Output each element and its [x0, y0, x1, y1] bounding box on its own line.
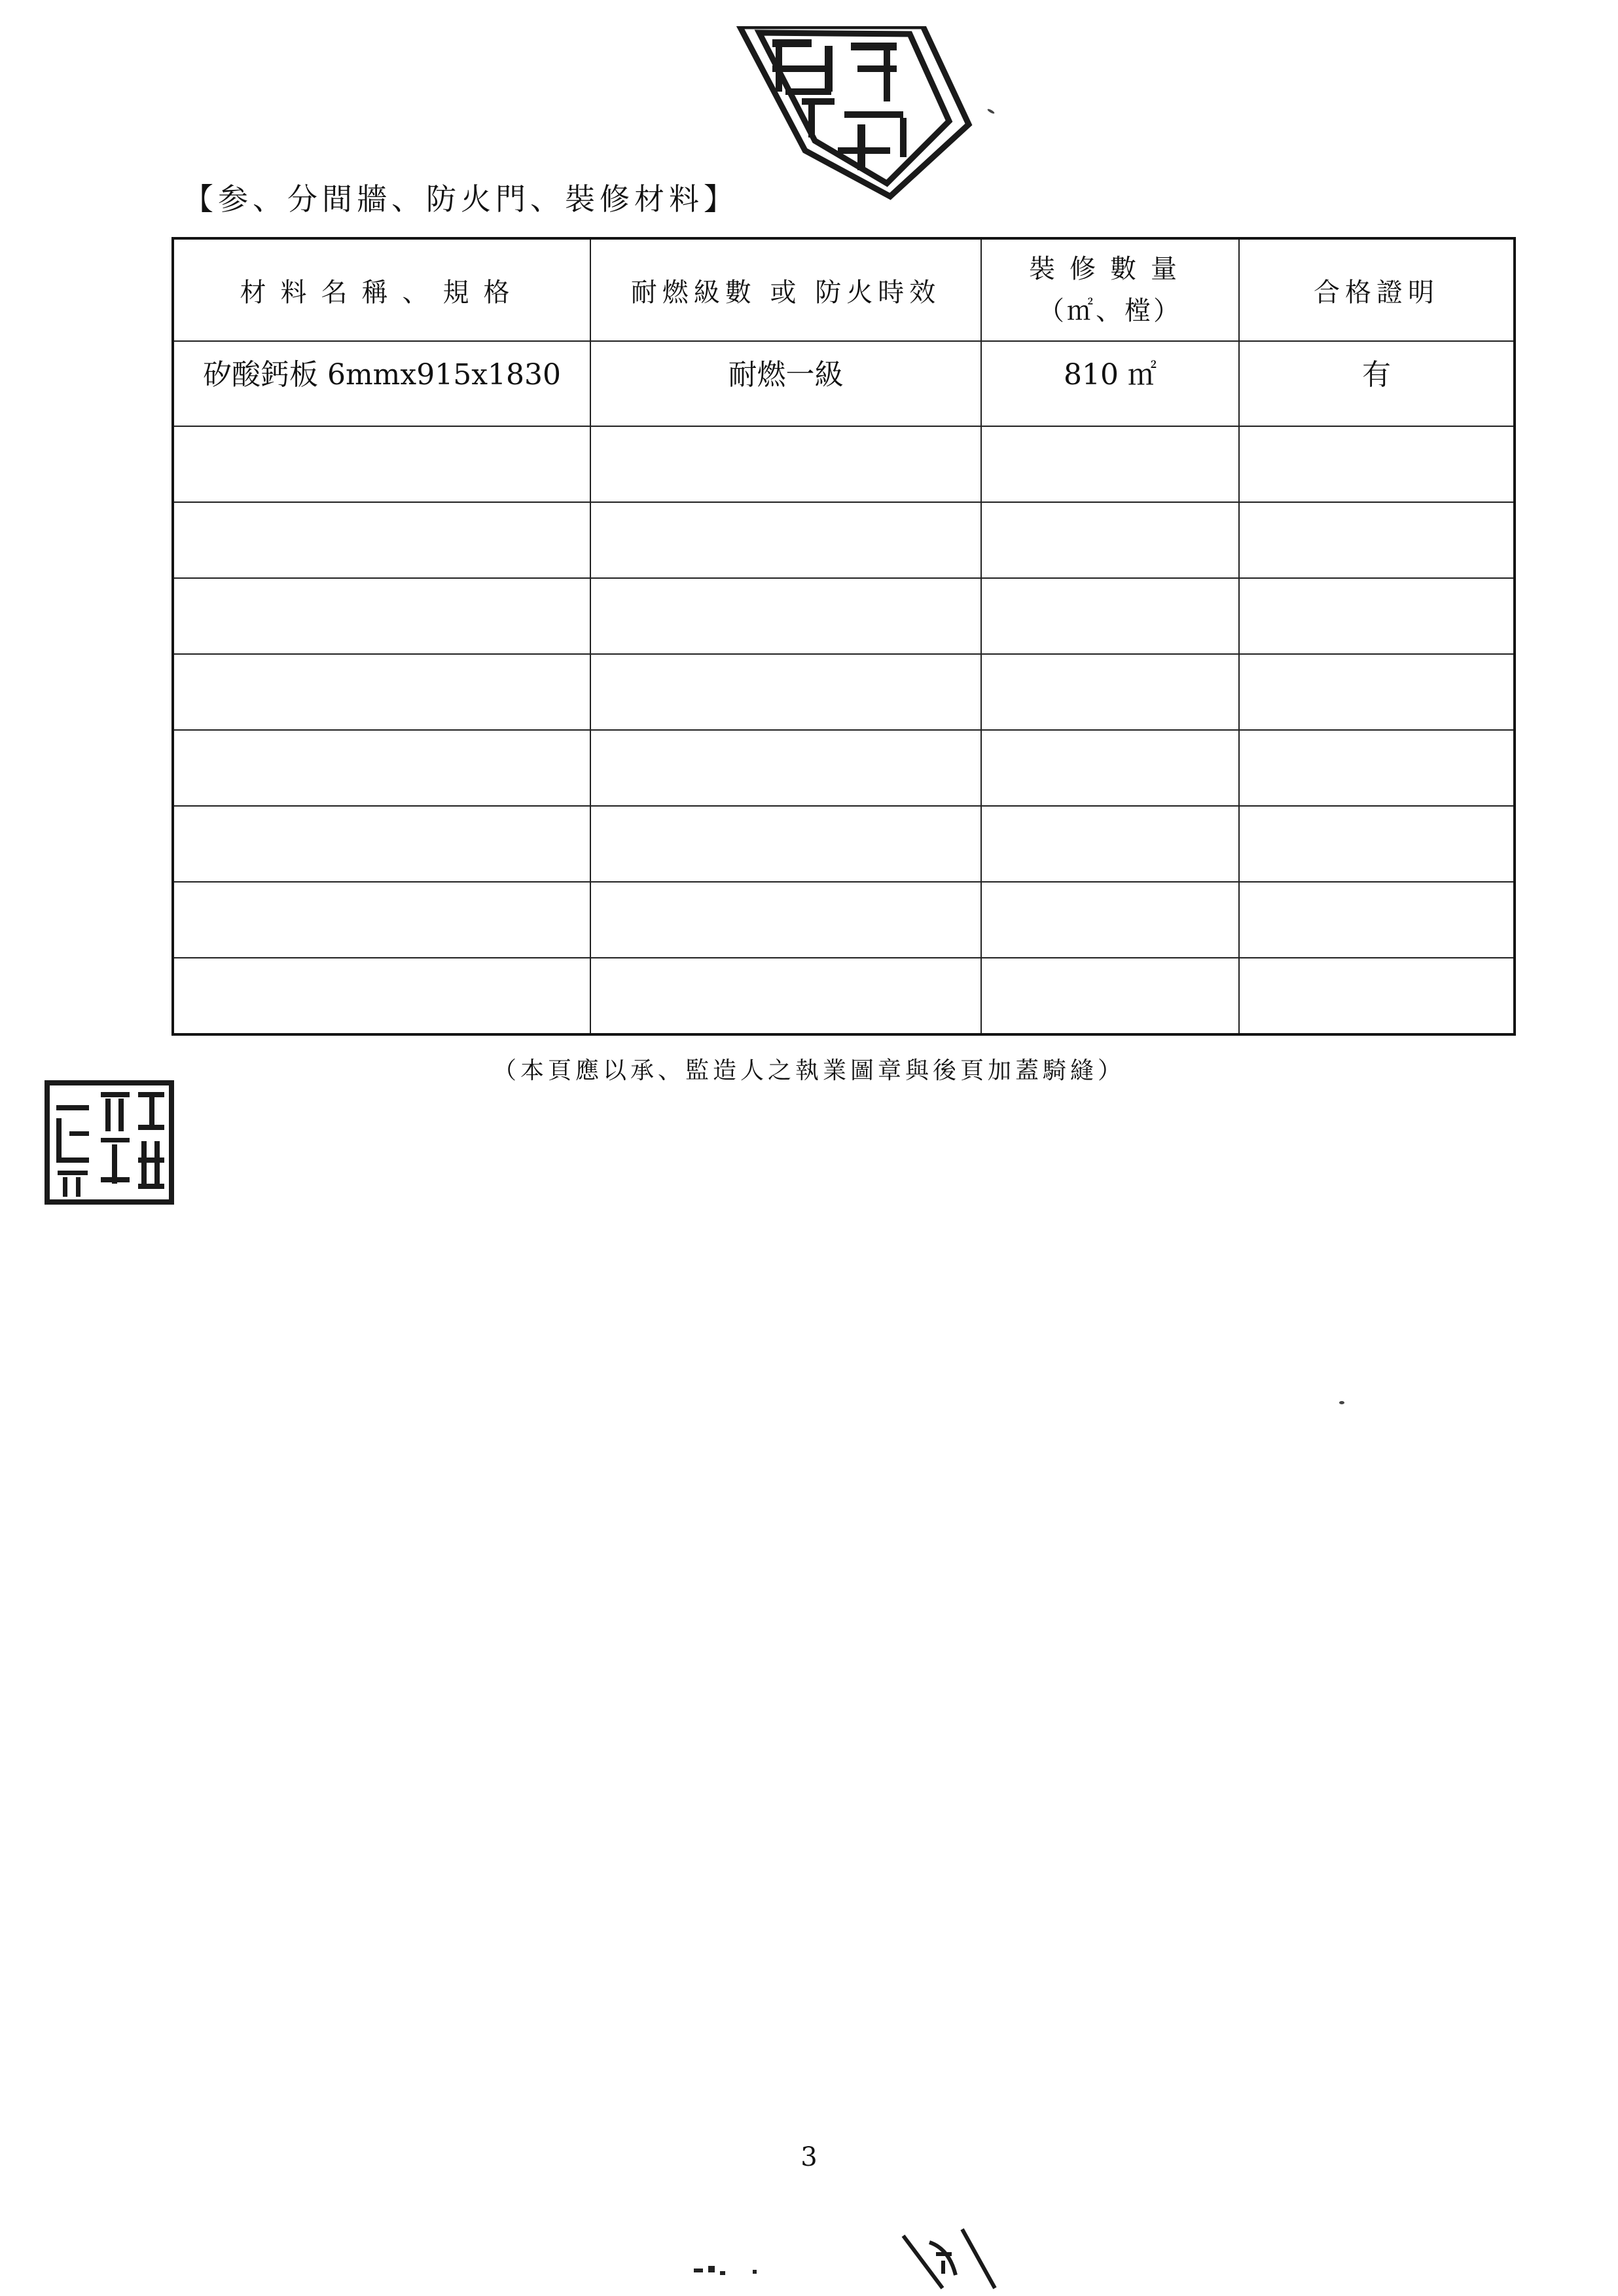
cell-name-spec: 矽酸鈣板 6mmx915x1830 — [173, 341, 590, 426]
table-row — [173, 882, 1515, 958]
header-fire-rating: 耐燃級數 或 防火時效 — [590, 238, 981, 341]
cell-fire-rating — [590, 654, 981, 730]
table-row — [173, 426, 1515, 502]
cell-name-spec — [173, 730, 590, 806]
top-seal-stamp-icon — [727, 26, 975, 216]
header-quantity: 裝修數量 （㎡、樘） — [981, 238, 1239, 341]
cell-fire-rating — [590, 806, 981, 882]
cell-fire-rating — [590, 882, 981, 958]
cell-name-spec — [173, 806, 590, 882]
cell-quantity — [981, 502, 1239, 578]
table-row — [173, 502, 1515, 578]
table-row — [173, 341, 1515, 426]
section-title: 【参、分間牆、防火門、裝修材料】 — [183, 181, 738, 217]
table-header-row — [173, 238, 1515, 341]
cell-name-spec — [173, 958, 590, 1034]
cell-certificate — [1239, 882, 1515, 958]
cell-name-spec — [173, 426, 590, 502]
table-row — [173, 958, 1515, 1034]
cell-fire-rating — [590, 578, 981, 654]
cell-certificate — [1239, 654, 1515, 730]
cell-certificate — [1239, 730, 1515, 806]
materials-table — [171, 237, 1516, 1036]
cell-fire-rating — [590, 426, 981, 502]
cell-certificate — [1239, 578, 1515, 654]
page-number: 3 — [800, 2142, 818, 2172]
scan-speck — [1339, 1401, 1344, 1404]
cell-name-spec — [173, 578, 590, 654]
cell-certificate — [1239, 958, 1515, 1034]
cell-fire-rating — [590, 730, 981, 806]
table-row — [173, 730, 1515, 806]
cell-name-spec — [173, 654, 590, 730]
footnote: （本頁應以承、監造人之執業圖章與後頁加蓋騎縫） — [492, 1057, 1125, 1084]
cell-quantity — [981, 730, 1239, 806]
header-certificate: 合格證明 — [1239, 238, 1515, 341]
cell-quantity — [981, 654, 1239, 730]
cell-fire-rating: 耐燃一級 — [590, 341, 981, 426]
header-name-spec: 材料名稱、規格 — [173, 238, 590, 341]
cell-quantity — [981, 882, 1239, 958]
cell-quantity — [981, 578, 1239, 654]
cell-certificate: 有 — [1239, 341, 1515, 426]
cell-certificate — [1239, 426, 1515, 502]
cell-quantity — [981, 806, 1239, 882]
table-row — [173, 654, 1515, 730]
scan-speck — [987, 108, 995, 114]
table-row — [173, 806, 1515, 882]
cell-name-spec — [173, 882, 590, 958]
cell-fire-rating — [590, 958, 981, 1034]
cell-quantity — [981, 958, 1239, 1034]
cell-quantity — [981, 426, 1239, 502]
cell-fire-rating — [590, 502, 981, 578]
cell-name-spec — [173, 502, 590, 578]
left-seal-stamp-icon — [43, 1079, 175, 1207]
bottom-seal-stamp-icon — [668, 2223, 1008, 2296]
table-row — [173, 578, 1515, 654]
cell-certificate — [1239, 502, 1515, 578]
cell-certificate — [1239, 806, 1515, 882]
cell-quantity: 810 ㎡ — [981, 341, 1239, 426]
